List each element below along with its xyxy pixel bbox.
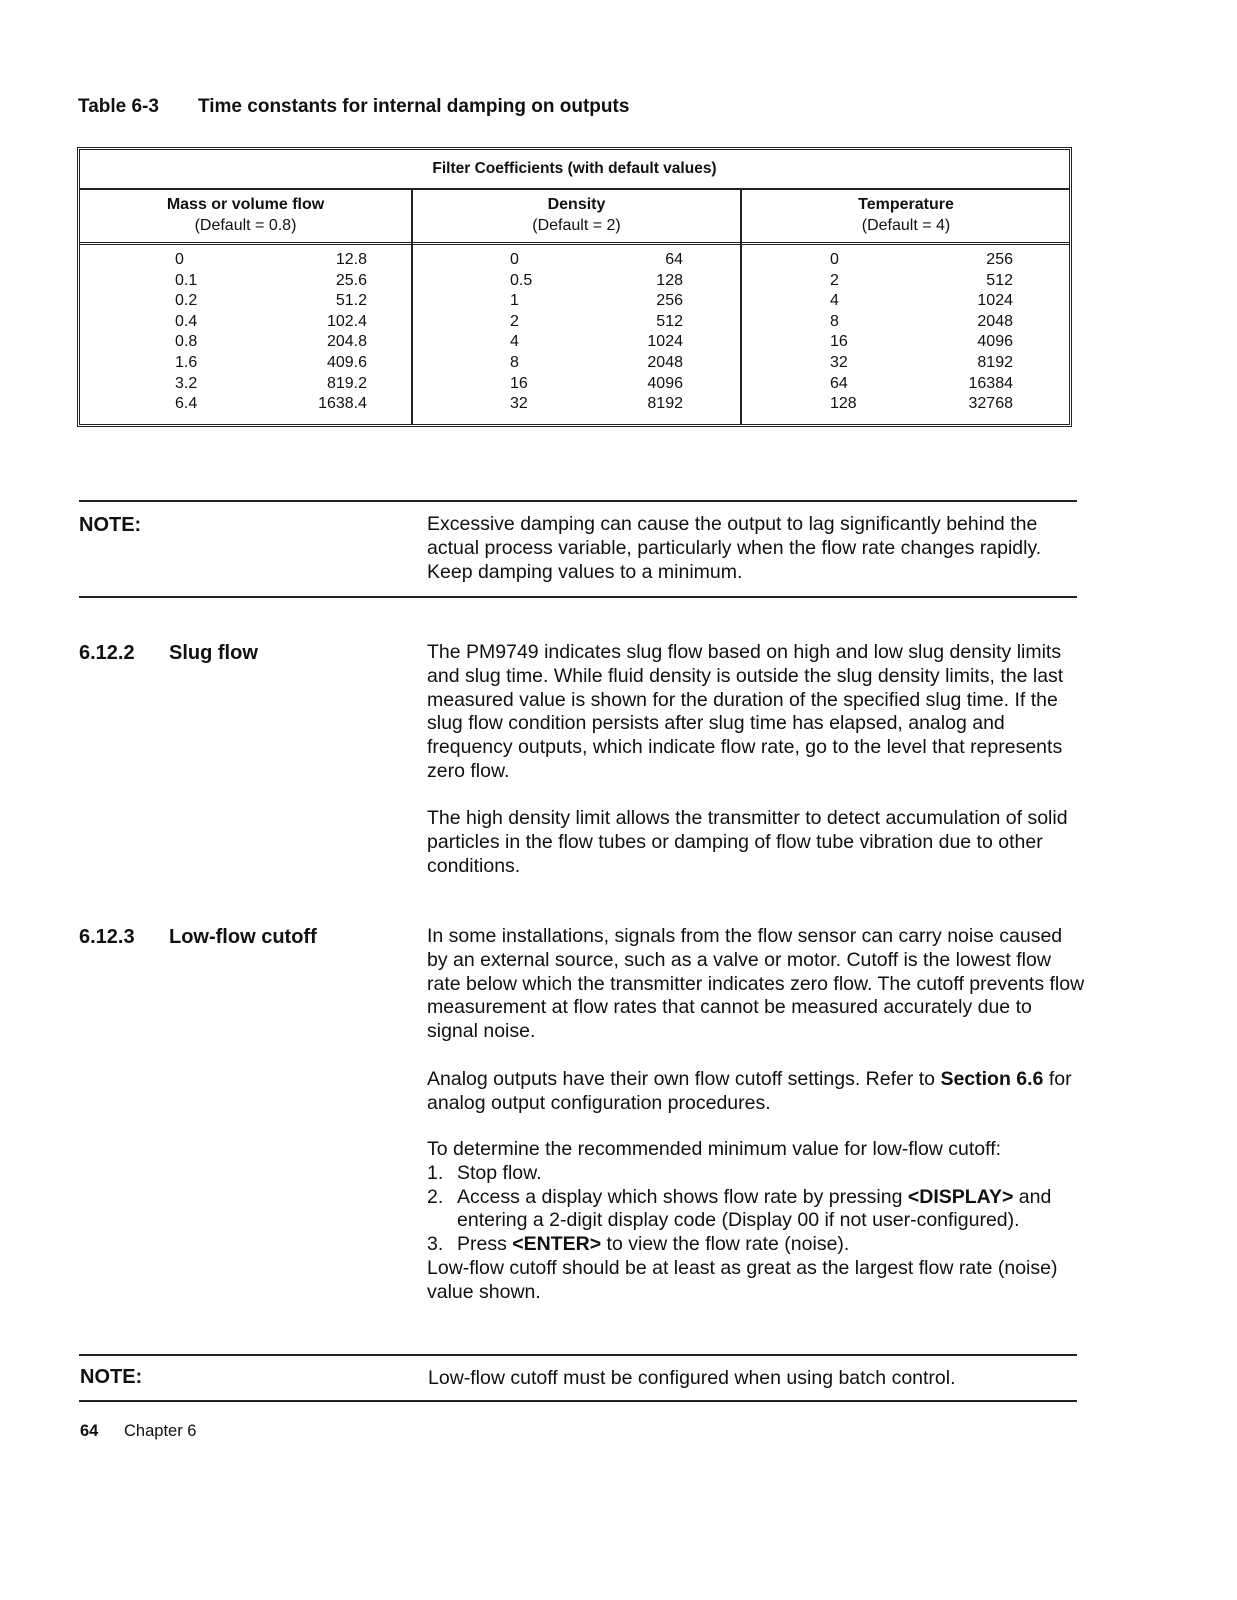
table-cell: 12.8 [335, 251, 367, 268]
column-divider [740, 190, 742, 424]
table-cell: 51.2 [335, 292, 367, 310]
table-cell: 0 [830, 251, 839, 268]
column-header-temperature [742, 190, 1070, 242]
density-left-values [510, 250, 570, 415]
key-name: <ENTER> [512, 1233, 602, 1256]
table-cell: 4096 [647, 374, 683, 392]
column-name: Temperature [858, 196, 954, 213]
table-cell: 0.2 [175, 292, 198, 310]
table-cell: 256 [986, 251, 1013, 268]
column-default: (Default = 4) [861, 217, 951, 234]
table-cell: 8 [510, 353, 519, 371]
column-default: (Default = 0.8) [194, 217, 297, 234]
column-header-flow [80, 190, 411, 242]
step-number: 1. [427, 1161, 444, 1184]
table-cell: 64 [665, 251, 683, 268]
table-cell: 0.1 [175, 271, 198, 289]
note-text: Excessive damping can cause the output to lag significantly behind the actual process variable, particularly when the flow rate changes rapidly. Keep damping values to a minimum. [427, 513, 1042, 583]
table-header: Filter Coefficients (with default values) [80, 150, 1069, 190]
step-text: Stop flow. [457, 1161, 542, 1184]
step-text: to view the flow rate (noise). [601, 1233, 850, 1256]
table-cell: 16 [510, 374, 528, 392]
table-cell: 8192 [647, 395, 683, 413]
procedure-intro: To determine the recommended minimum value for low-flow cutoff: [427, 1138, 1002, 1160]
section-reference: Section 6.6 [940, 1068, 1044, 1090]
table-cell: 32 [830, 353, 848, 371]
procedure-conclusion: Low-flow cutoff should be at least as great as the largest flow rate (noise) value shown. [427, 1256, 1058, 1303]
table-cell: 16 [830, 333, 848, 351]
table-cell: 8192 [977, 353, 1013, 371]
procedure-steps [427, 1162, 1087, 1257]
table-number: Table 6-3 [78, 96, 159, 117]
table-cell: 204.8 [326, 333, 367, 351]
flow-left-values [175, 250, 235, 415]
step-text: Access a display which shows flow rate by pressing [457, 1185, 908, 1208]
note-top-rule [79, 500, 1077, 502]
table-cell: 2048 [647, 353, 683, 371]
list-item [427, 1186, 1087, 1234]
section-title: Slug flow [169, 642, 258, 664]
section-number: 6.12.3 [79, 926, 135, 948]
table-cell: 4096 [977, 333, 1013, 351]
table-cell: 32768 [968, 395, 1013, 413]
table-cell: 2 [830, 271, 839, 289]
table-cell: 16384 [968, 374, 1013, 392]
table-cell: 102.4 [326, 312, 367, 330]
cutoff-paragraph-2 [427, 1068, 1087, 1116]
step-text: and entering a 2-digit display code (Display 00 if not user-configured). [457, 1185, 1052, 1232]
table-title: Time constants for internal damping on outputs [198, 96, 630, 117]
text-run: for analog output configuration procedures. [427, 1068, 1072, 1114]
chapter-label: Chapter 6 [124, 1422, 197, 1440]
table-cell: 819.2 [326, 374, 367, 392]
table-cell: 3.2 [175, 374, 198, 392]
flow-right-values [275, 250, 367, 415]
column-divider [411, 190, 413, 424]
table-cell: 25.6 [335, 271, 367, 289]
note-text: Low-flow cutoff must be configured when using batch control. [428, 1367, 956, 1389]
column-name: Mass or volume flow [166, 196, 325, 213]
table-cell: 1024 [977, 292, 1013, 310]
table-cell: 0.8 [175, 333, 198, 351]
table-cell: 512 [656, 312, 683, 330]
slug-paragraph-1: The PM9749 indicates slug flow based on high and low slug density limits and slug time. While fluid density is outside the slug density limits, the last measured value is shown for the duration of the specified slug time. If the slug flow condition persists after slug time has elapsed, analog and frequency outputs, which indicate flow rate, go to the level that represents zero flow. [427, 641, 1064, 782]
list-item [427, 1162, 1087, 1186]
table-cell: 6.4 [175, 395, 198, 413]
damping-table [77, 147, 1072, 427]
step-text: Press [457, 1233, 513, 1256]
table-cell: 32 [510, 395, 528, 413]
page-footer [80, 1422, 196, 1441]
key-name: <DISPLAY> [907, 1185, 1014, 1208]
table-cell: 4 [510, 333, 519, 351]
temperature-left-values [830, 250, 890, 415]
table-caption [78, 96, 629, 118]
note-label: NOTE: [80, 1366, 143, 1388]
column-header-density [413, 190, 740, 242]
table-cell: 0.4 [175, 312, 198, 330]
page-number: 64 [80, 1422, 99, 1440]
note-bottom-rule [79, 1400, 1077, 1402]
table-cell: 128 [656, 271, 683, 289]
table-cell: 256 [656, 292, 683, 310]
slug-paragraph-2: The high density limit allows the transmitter to detect accumulation of solid particles in the flow tubes or damping of flow tube vibration due to other conditions. [427, 807, 1068, 877]
table-cell: 2 [510, 312, 519, 330]
table-cell: 409.6 [326, 353, 367, 371]
table-cell: 1638.4 [318, 395, 367, 413]
step-number: 2. [427, 1185, 444, 1208]
table-cell: 0 [510, 251, 519, 268]
header-divider [80, 242, 1069, 245]
table-cell: 1024 [647, 333, 683, 351]
column-name: Density [547, 196, 606, 213]
table-cell: 8 [830, 312, 839, 330]
note-bottom-rule [79, 596, 1077, 598]
temperature-right-values [920, 250, 1013, 415]
note-label: NOTE: [79, 514, 142, 536]
table-cell: 0 [175, 251, 184, 268]
table-cell: 2048 [977, 312, 1013, 330]
list-item [427, 1233, 1087, 1257]
section-number: 6.12.2 [79, 642, 135, 664]
table-cell: 1 [510, 292, 519, 310]
column-default: (Default = 2) [532, 217, 621, 234]
cutoff-procedure [427, 1138, 1087, 1305]
text-run: Analog outputs have their own flow cutoff settings. Refer to [427, 1068, 941, 1090]
step-number: 3. [427, 1233, 444, 1256]
table-cell: 128 [830, 395, 857, 413]
table-cell: 512 [986, 271, 1013, 289]
table-cell: 64 [830, 374, 848, 392]
section-title: Low-flow cutoff [169, 926, 317, 948]
table-cell: 4 [830, 292, 839, 310]
table-cell: 1.6 [175, 353, 198, 371]
density-right-values [590, 250, 683, 415]
note-top-rule [79, 1354, 1077, 1356]
cutoff-paragraph-1: In some installations, signals from the flow sensor can carry noise caused by an external source, such as a valve or motor. Cutoff is the lowest flow rate below which the transmitter indicates zero flow. The cutoff prevents flow measurement at flow rates that cannot be measured accurately due to signal noise. [427, 925, 1085, 1043]
table-cell: 0.5 [510, 271, 533, 289]
